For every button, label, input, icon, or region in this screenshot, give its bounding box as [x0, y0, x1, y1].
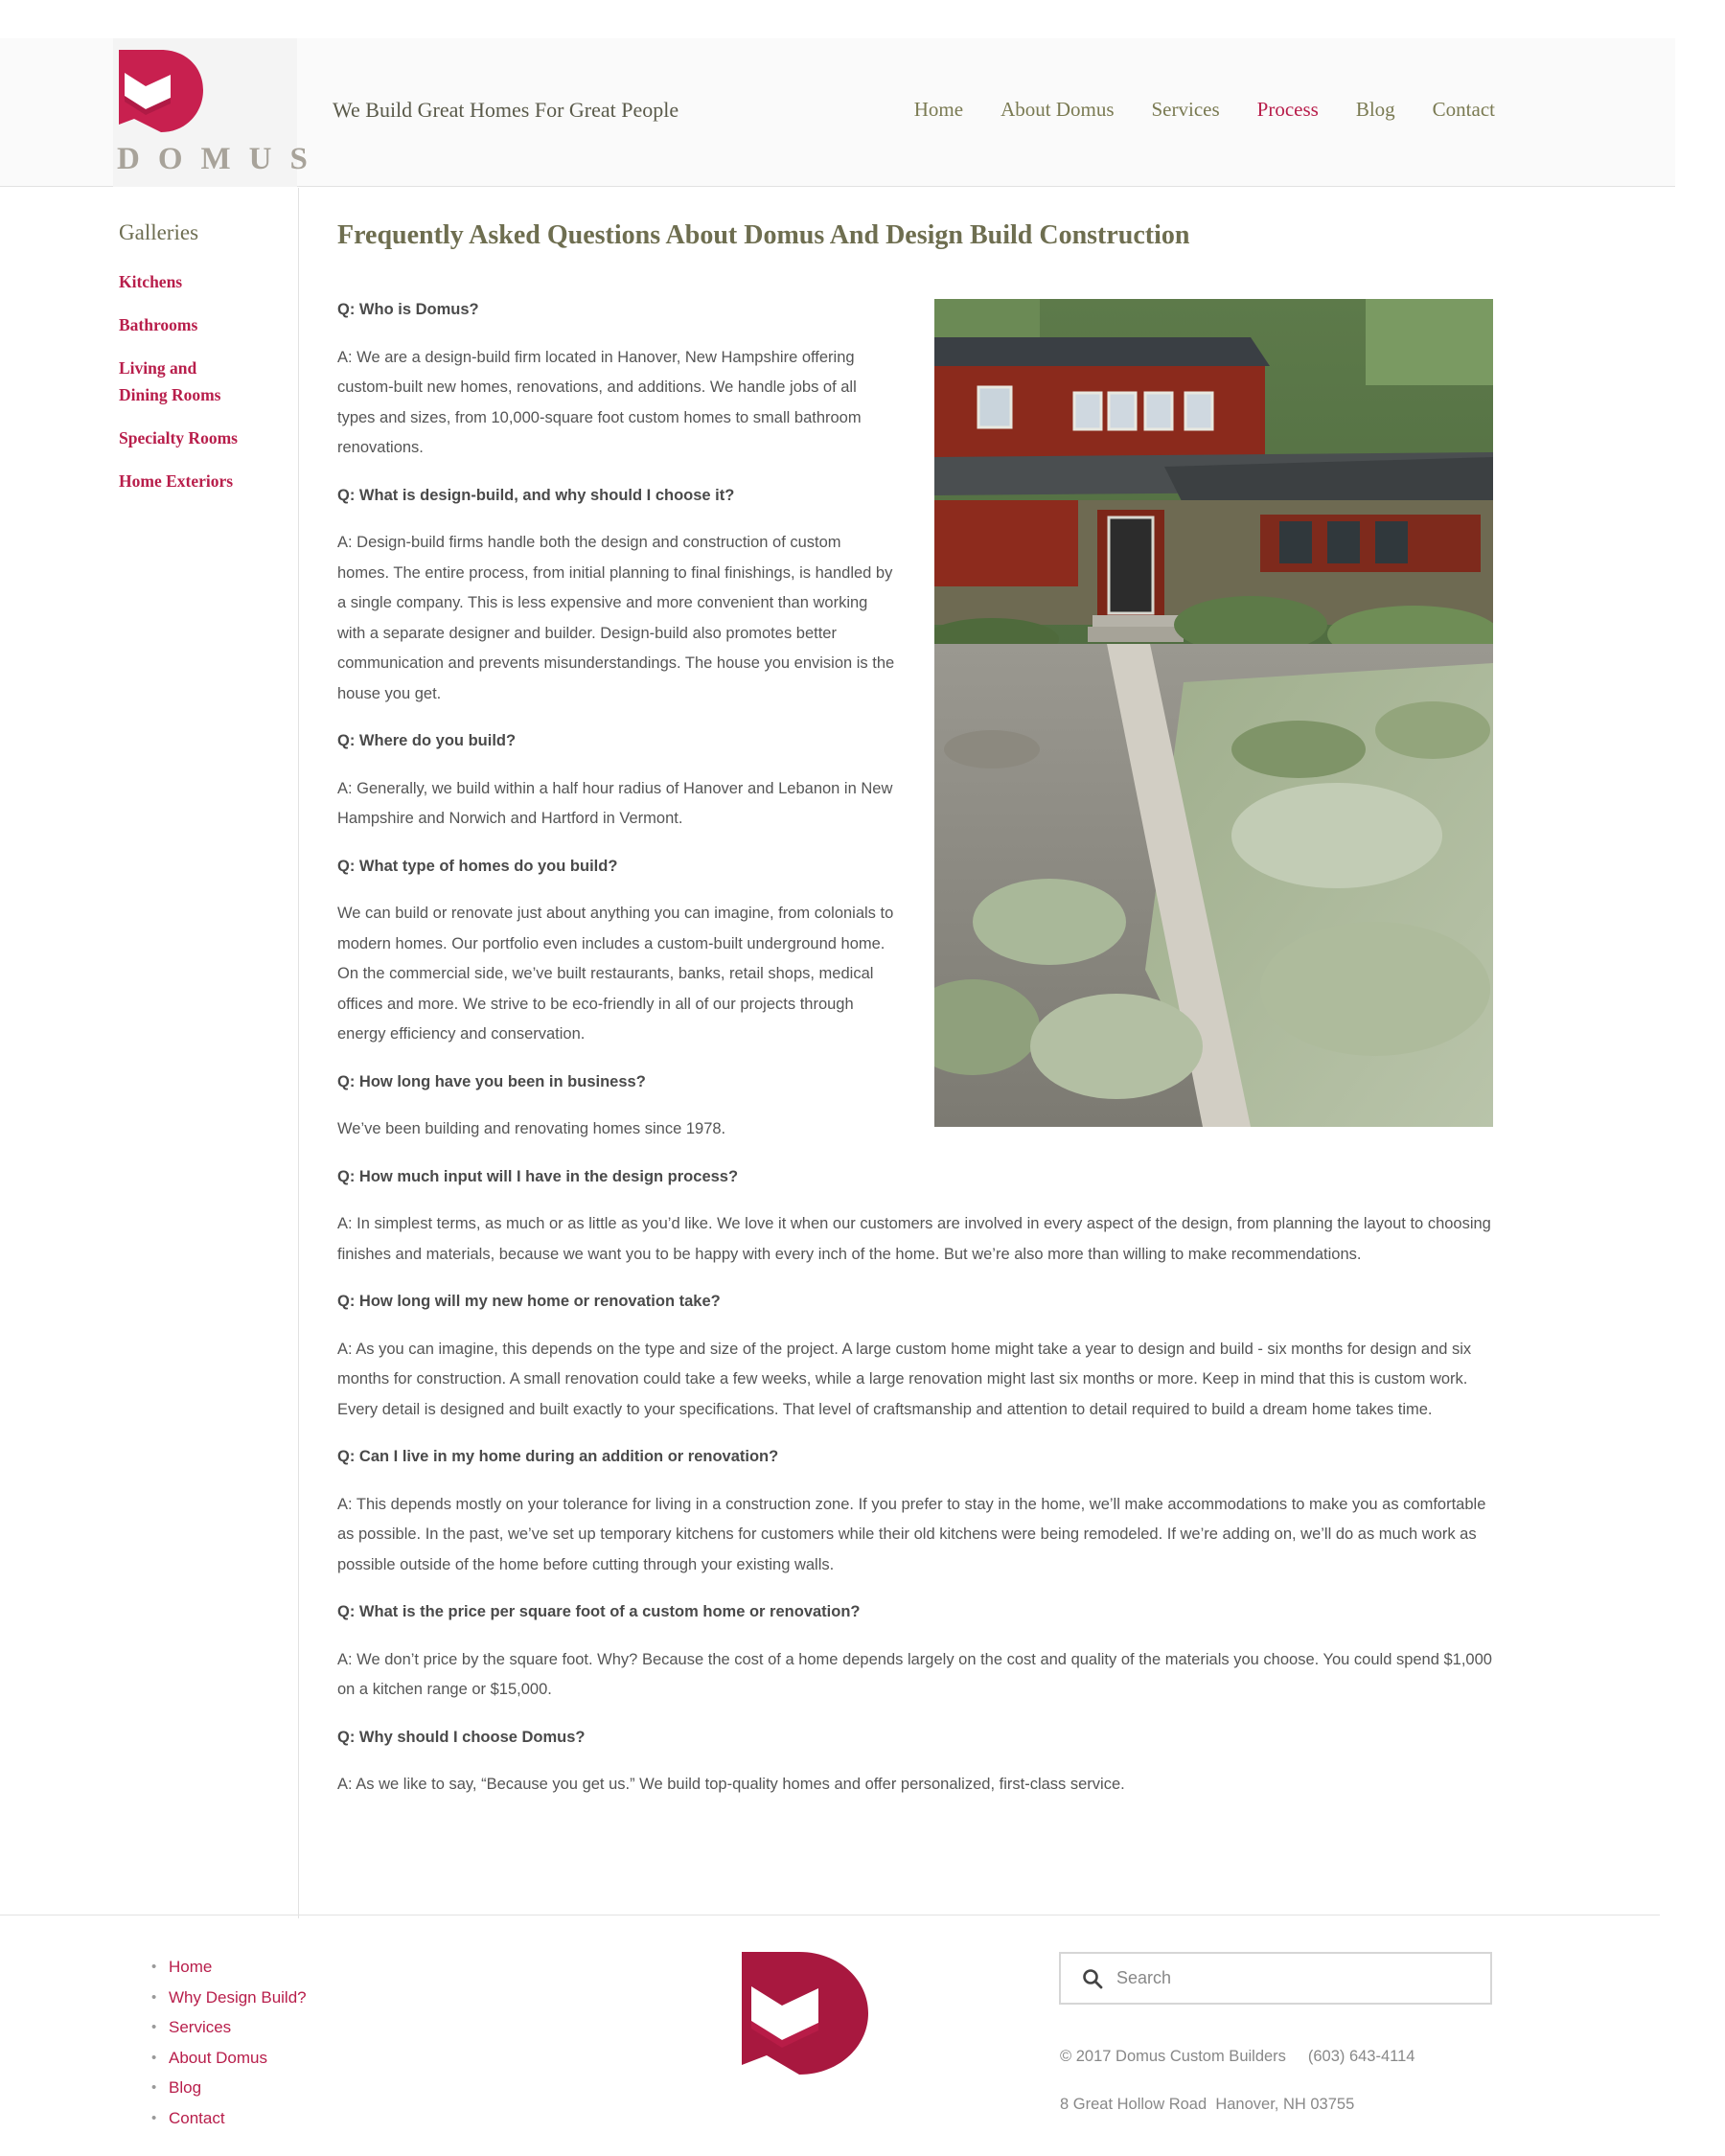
page-title: Frequently Asked Questions About Domus And Design Build Construction — [337, 220, 1190, 250]
site-header — [0, 38, 1675, 187]
site-tagline: We Build Great Homes For Great People — [333, 98, 679, 122]
faq-answer: We can build or renovate just about anything you can imagine, from colonials to modern homes. Our portfolio even includes a custom-built underground home. On the commercial side, we’ve built restaurants, banks, retail shops, medical offices and more. We strive to be eco-friendly in all of our projects through energy efficiency and conservation. — [337, 905, 894, 1043]
list-item — [151, 1983, 307, 2013]
footer-link-why-design-build[interactable]: Why Design Build? — [169, 1987, 307, 2007]
faq-question: Q: How long will my new home or renovation take? — [337, 1293, 721, 1310]
copyright-text: © 2017 Domus Custom Builders (603) 643-4114 — [1060, 2048, 1415, 2065]
faq-list — [337, 295, 1493, 1818]
gallery-list — [119, 268, 282, 511]
list-item — [119, 268, 282, 295]
faq-question: Q: What is the price per square foot of a custom home or renovation? — [337, 1603, 861, 1620]
faq-answer: A: Generally, we build within a half hour radius of Hanover and Lebanon in New Hampshire and Norwich and Hartford in Vermont. — [337, 779, 893, 827]
faq-answer: A: We are a design-build firm located in Hanover, New Hampshire offering custom-built new homes, renovations, and additions. We handle jobs of all types and sizes, from 10,000-square foot custom homes to small bathroom renovations. — [337, 348, 862, 456]
faq-answer: We’ve been building and renovating homes since 1978. — [337, 1120, 726, 1137]
sidebar-item-home-exteriors[interactable]: Home Exteriors — [119, 471, 234, 491]
list-item — [151, 2012, 307, 2043]
list-item — [151, 2073, 307, 2103]
footer-link-home[interactable]: Home — [169, 1958, 213, 1976]
faq-question: Q: What type of homes do you build? — [337, 857, 618, 875]
faq-answer: A: We don’t price by the square foot. Why? Because the cost of a home depends largely on the cost and quality of the materials you choose. You could spend $1,000 on a kitchen range or $15,000. — [337, 1650, 1492, 1698]
list-item — [119, 355, 282, 408]
domus-logo-icon — [119, 50, 203, 132]
sidebar-item-specialty-rooms[interactable]: Specialty Rooms — [119, 428, 238, 447]
footer-nav — [151, 1952, 307, 2133]
nav-blog[interactable]: Blog — [1355, 98, 1395, 121]
logo[interactable] — [113, 38, 326, 187]
nav-home[interactable]: Home — [913, 98, 964, 121]
faq-answer: A: As we like to say, “Because you get us.” We build top-quality homes and offer personalized, first-class service. — [337, 1776, 1125, 1793]
nav-services[interactable]: Services — [1151, 98, 1220, 121]
sidebar-title: Galleries — [119, 220, 199, 244]
list-item — [151, 2043, 307, 2074]
footer-logo-icon[interactable] — [742, 1952, 868, 2075]
faq-question: Q: Can I live in my home during an addition or renovation? — [337, 1448, 779, 1465]
faq-question: Q: Where do you build? — [337, 732, 517, 749]
site-footer — [0, 1915, 1660, 2156]
nav-about-domus[interactable]: About Domus — [1000, 98, 1115, 121]
list-item — [151, 1952, 307, 1983]
nav-process[interactable]: Process — [1256, 98, 1319, 121]
nav-contact[interactable]: Contact — [1432, 98, 1495, 121]
faq-question: Q: Who is Domus? — [337, 301, 479, 318]
search-icon — [1082, 1968, 1103, 1989]
footer-link-blog[interactable]: Blog — [169, 2078, 202, 2097]
address-text: 8 Great Hollow Road Hanover, NH 03755 — [1060, 2096, 1355, 2113]
search-box — [1059, 1952, 1492, 2005]
faq-answer: A: This depends mostly on your tolerance for living in a construction zone. If you prefer to stay in the home, we’ll make accommodations to make you as comfortable as possible. In the past, we’ve set up temporary kitchens for customers while their old kitchens were being remodeled. If we’re adding on, we’ll do as much work as possible outside of the home before cutting through your existing walls. — [337, 1495, 1486, 1573]
sidebar-item-kitchens[interactable]: Kitchens — [119, 272, 183, 291]
sidebar-item-bathrooms[interactable]: Bathrooms — [119, 315, 198, 334]
footer-link-contact[interactable]: Contact — [169, 2108, 225, 2127]
faq-answer: A: In simplest terms, as much or as little as you’d like. We love it when our customers are involved in every aspect of the design, from planning the layout to choosing finishes and materials, because we want you to be happy with every inch of the home. But we’re also more than willing to make recommendations. — [337, 1215, 1491, 1263]
faq-answer: A: Design-build firms handle both the design and construction of custom homes. The entire process, from initial planning to final finishings, is handled by a single company. This is less expensive and more convenient than working with a separate designer and builder. Design-build also promotes better communication and prevents misunderstandings. The house you envision is the house you get. — [337, 534, 895, 702]
sidebar-item-living-dining[interactable]: Living and Dining Rooms — [119, 358, 221, 404]
faq-question: Q: Why should I choose Domus? — [337, 1728, 586, 1746]
faq-question: Q: How long have you been in business? — [337, 1072, 646, 1090]
faq-question: Q: How much input will I have in the design process? — [337, 1167, 739, 1185]
faq-question: Q: What is design-build, and why should I choose it? — [337, 486, 735, 504]
search-input[interactable] — [1116, 1968, 1461, 1988]
list-item — [119, 311, 282, 338]
galleries-sidebar — [0, 188, 299, 1918]
list-item — [151, 2103, 307, 2134]
list-item — [119, 424, 282, 451]
footer-link-services[interactable]: Services — [169, 2018, 232, 2036]
list-item — [119, 468, 282, 494]
main-nav — [914, 98, 1495, 122]
footer-link-about-domus[interactable]: About Domus — [169, 2048, 267, 2067]
logo-wordmark: DOMUS — [117, 142, 326, 176]
faq-answer: A: As you can imagine, this depends on the type and size of the project. A large custom home might take a year to design and build - six months for design and six months for construction. A small renovation could take a few weeks, while a large renovation might last six months or more. Keep in mind that this is custom work. Every detail is designed and built exactly to your specifications. That level of craftsmanship and attention to detail required to build a dream home takes time. — [337, 1340, 1472, 1418]
